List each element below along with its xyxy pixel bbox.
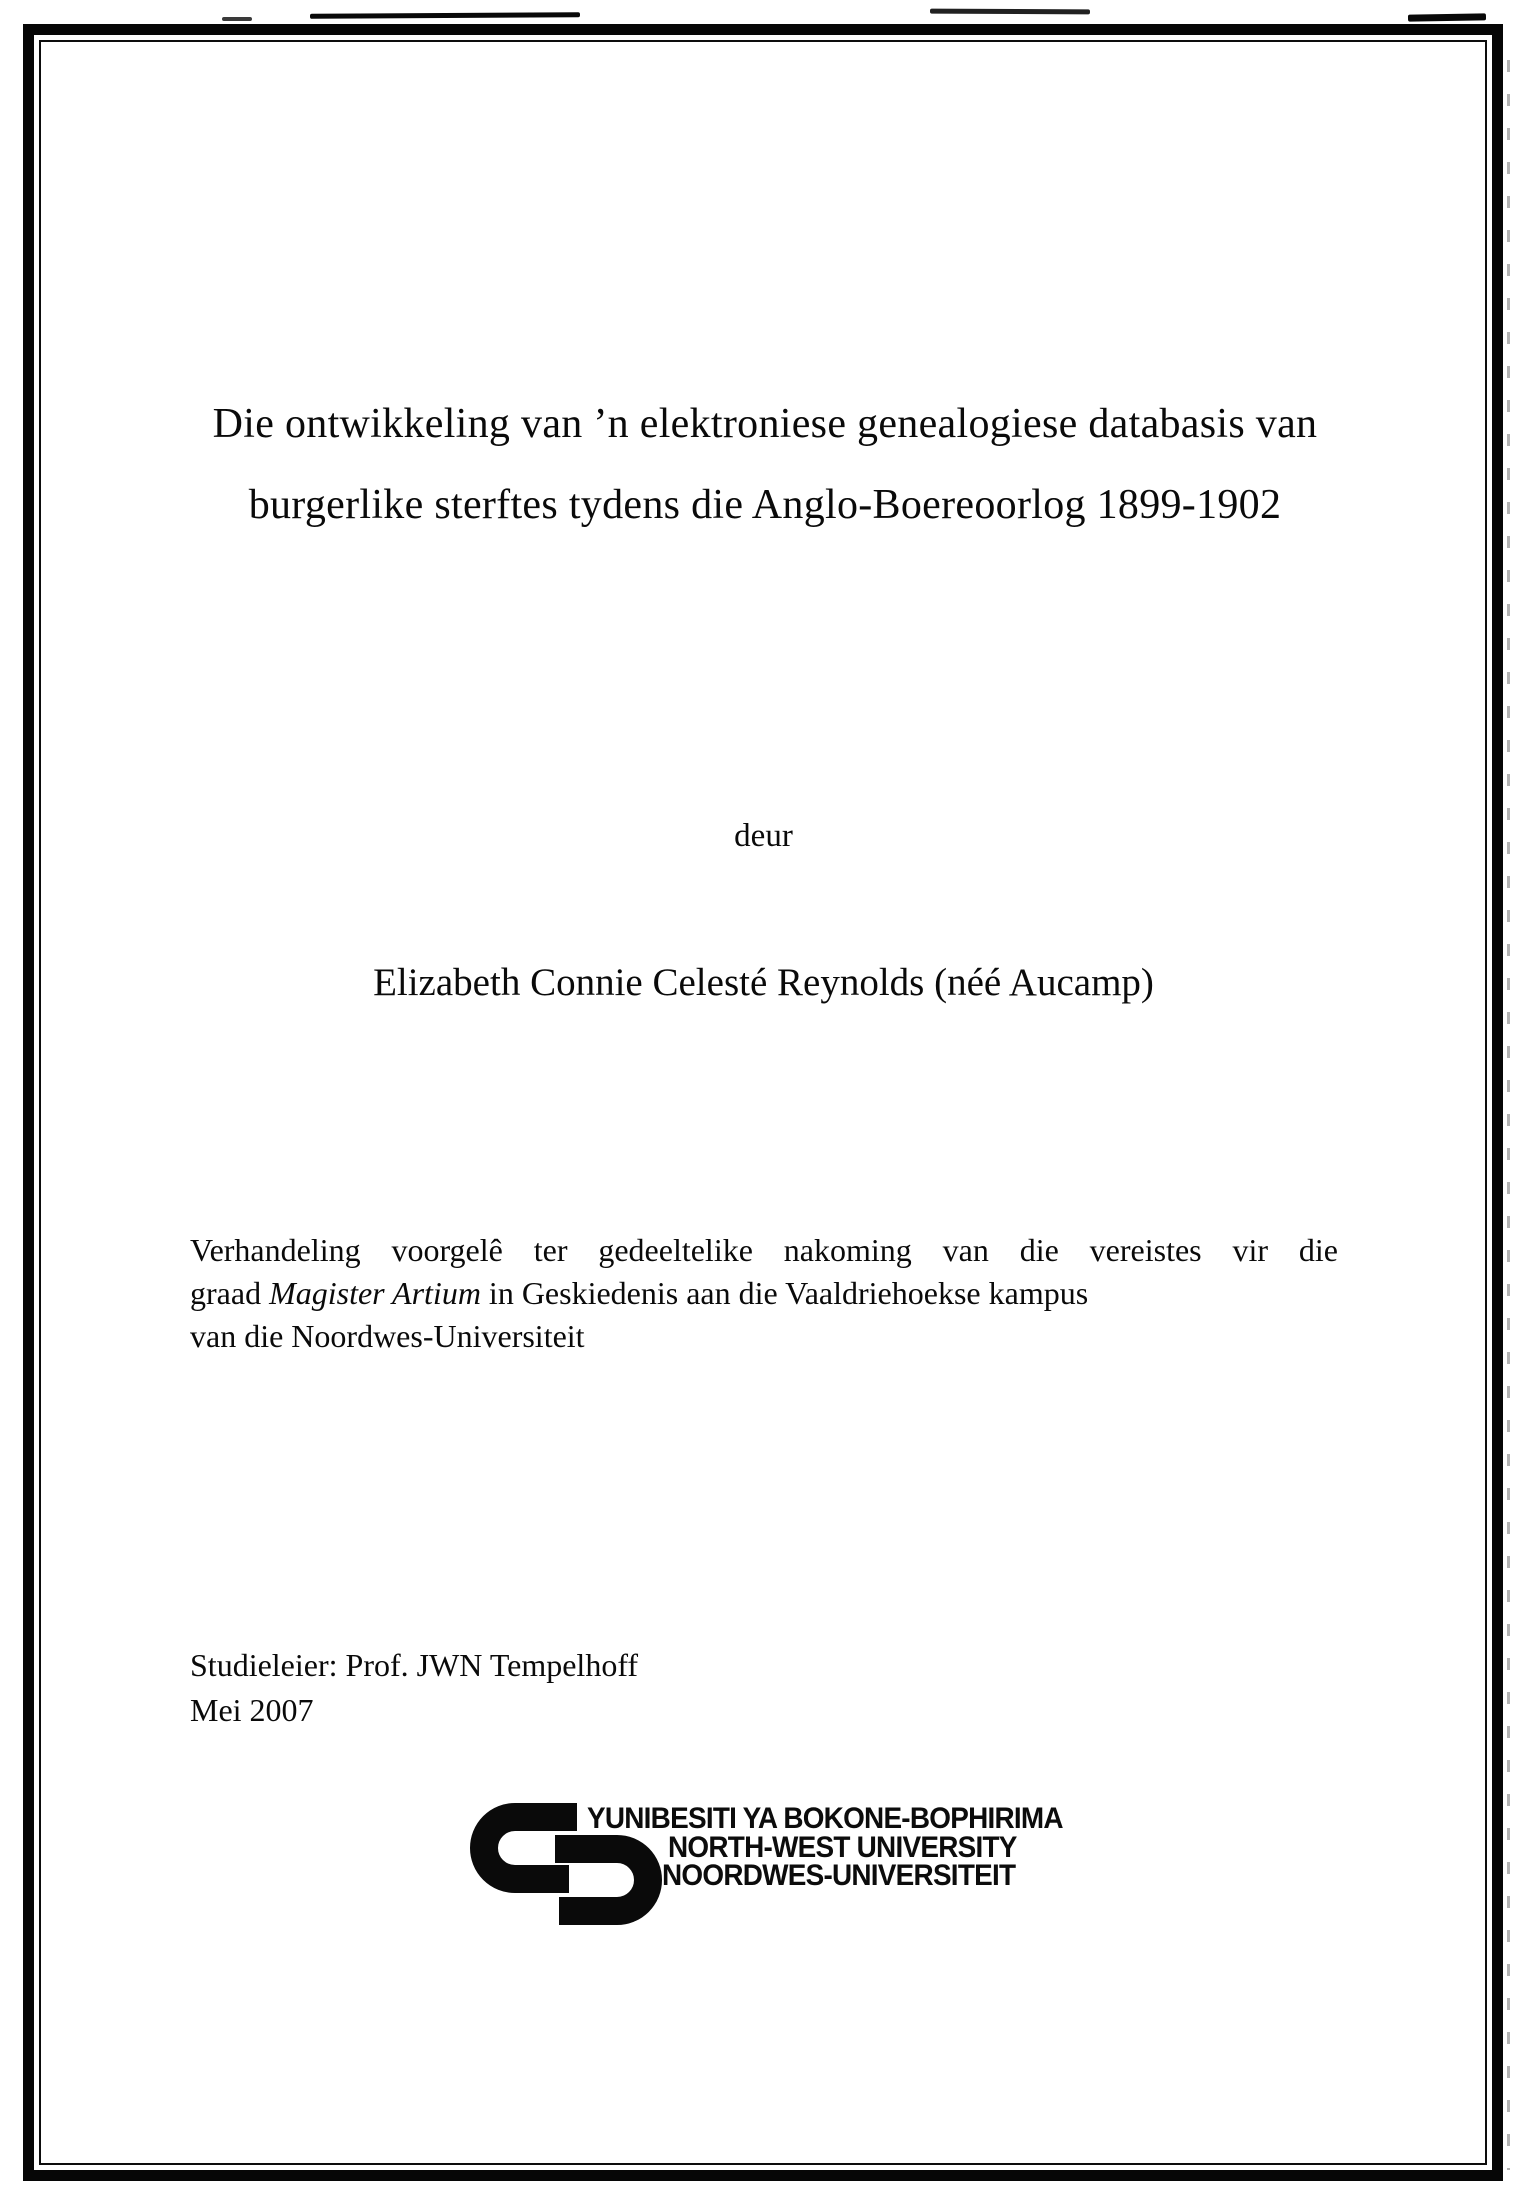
scan-artifact xyxy=(222,17,252,21)
date-line: Mei 2007 xyxy=(190,1692,314,1728)
supervisor-block xyxy=(190,1643,638,1733)
university-logo xyxy=(470,1801,1130,1946)
degree-statement xyxy=(190,1229,1338,1358)
university-name-setswana: YUNIBESITI YA BOKONE-BOPHIRIMA xyxy=(587,1802,1063,1835)
scan-artifact xyxy=(930,9,1090,15)
supervisor-line: Studieleier: Prof. JWN Tempelhoff xyxy=(190,1647,639,1683)
university-name-english: NORTH-WEST UNIVERSITY xyxy=(668,1831,1017,1864)
degree-statement-line2-prefix: graad xyxy=(190,1275,270,1311)
degree-statement-line1: Verhandeling voorgelê ter gedeeltelike nakoming van die vereistes vir die xyxy=(190,1232,1338,1268)
degree-statement-line2 xyxy=(190,1272,1338,1315)
scan-artifact xyxy=(310,12,580,19)
thesis-title-line2: burgerlike sterftes tydens die Anglo-Boereoorlog 1899-1902 xyxy=(248,482,1282,528)
thesis-title xyxy=(95,384,1435,546)
degree-statement-line3: van die Noordwes-Universiteit xyxy=(190,1318,585,1354)
byline-label: deur xyxy=(734,818,793,854)
thesis-title-line1: Die ontwikkeling van ’n elektroniese genealogiese databasis van xyxy=(212,401,1318,447)
university-name-afrikaans: NOORDWES-UNIVERSITEIT xyxy=(662,1859,1016,1892)
author-name: Elizabeth Connie Celesté Reynolds (néé Aucamp) xyxy=(373,961,1154,1004)
scan-artifact xyxy=(1408,13,1486,21)
degree-statement-line2-suffix: in Geskiedenis aan die Vaaldriehoekse kampus xyxy=(480,1275,1089,1311)
page-edge-shadow xyxy=(1507,60,1510,2170)
degree-name-italic: Magister Artium xyxy=(269,1275,481,1311)
